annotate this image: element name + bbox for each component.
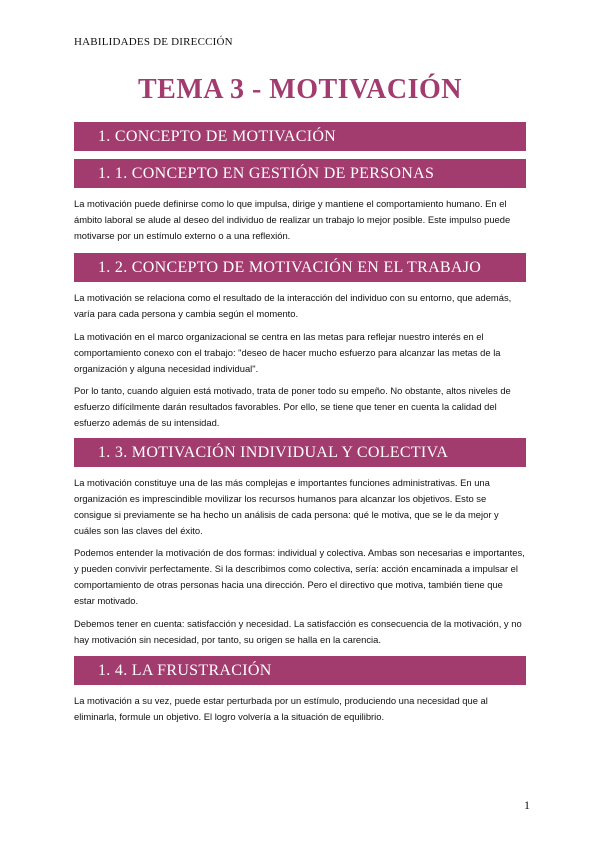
paragraph-3: La motivación en el marco organizacional se centra en las metas para reflejar nuestro interés en el comportamiento conexo con el trabajo: "deseo de hacer mucho esfuerzo para alcanzar las metas de la organización y alguna necesidad individual". [74,331,501,374]
section-heading-1: 1. CONCEPTO DE MOTIVACIÓN [74,122,526,151]
paragraph-2: La motivación se relaciona como el resultado de la interacción del individuo con su entorno, que además, varía para cada persona y cambia según el momento. [74,292,512,319]
page-title: TEMA 3 - MOTIVACIÓN [137,74,462,105]
running-header: HABILIDADES DE DIRECCIÓN [74,36,233,48]
page-number: 1 [524,798,530,812]
paragraph-8: La motivación a su vez, puede estar perturbada por un estímulo, produciendo una necesidad que al eliminarla, formule un objetivo. El logro volvería a la situación de equilibrio. [74,695,488,722]
paragraph-7: Debemos tener en cuenta: satisfacción y necesidad. La satisfacción es consecuencia de la motivación, y no hay motivación sin necesidad, por tanto, su origen se halla en la carencia. [74,618,522,645]
paragraph-1: La motivación puede definirse como lo que impulsa, dirige y mantiene el comportamiento humano. En el ámbito laboral se alude al deseo del individuo de realizar un trabajo lo mejor posible. Este impulso puede motivarse por un estímulo externo o a una reflexión. [74,198,511,241]
paragraph-4: Por lo tanto, cuando alguien está motivado, trata de poner todo su empeño. No obstante, altos niveles de esfuerzo difícilmente darán resultados favorables. Por ello, se tiene que tener en cuenta la calidad del esfuerzo además de su intensidad. [74,385,511,428]
section-heading-1-2: 1. 2. CONCEPTO DE MOTIVACIÓN EN EL TRABAJO [74,253,526,282]
paragraph-6: Podemos entender la motivación de dos formas: individual y colectiva. Ambas son necesarias e importantes, y pueden convivir perfectamente. Si la describimos como colectiva, sería: acción encaminada a impulsar el comportamiento de otras personas hacia una dirección. Pero el directivo que motiva, también tiene que estar motivado. [74,547,525,606]
section-heading-1-3: 1. 3. MOTIVACIÓN INDIVIDUAL Y COLECTIVA [74,438,526,467]
section-heading-1-4: 1. 4. LA FRUSTRACIÓN [74,656,526,685]
section-heading-1-1: 1. 1. CONCEPTO EN GESTIÓN DE PERSONAS [74,159,526,188]
paragraph-5: La motivación constituye una de las más complejas e importantes funciones administrativas. En una organización es imprescindible movilizar los recursos humanos para alcanzar los objetivos. Esto se consigue si previamente se ha hecho un análisis de cada persona: qué le motiva, que se le da mejor y cuáles son las claves del éxito. [74,477,499,536]
